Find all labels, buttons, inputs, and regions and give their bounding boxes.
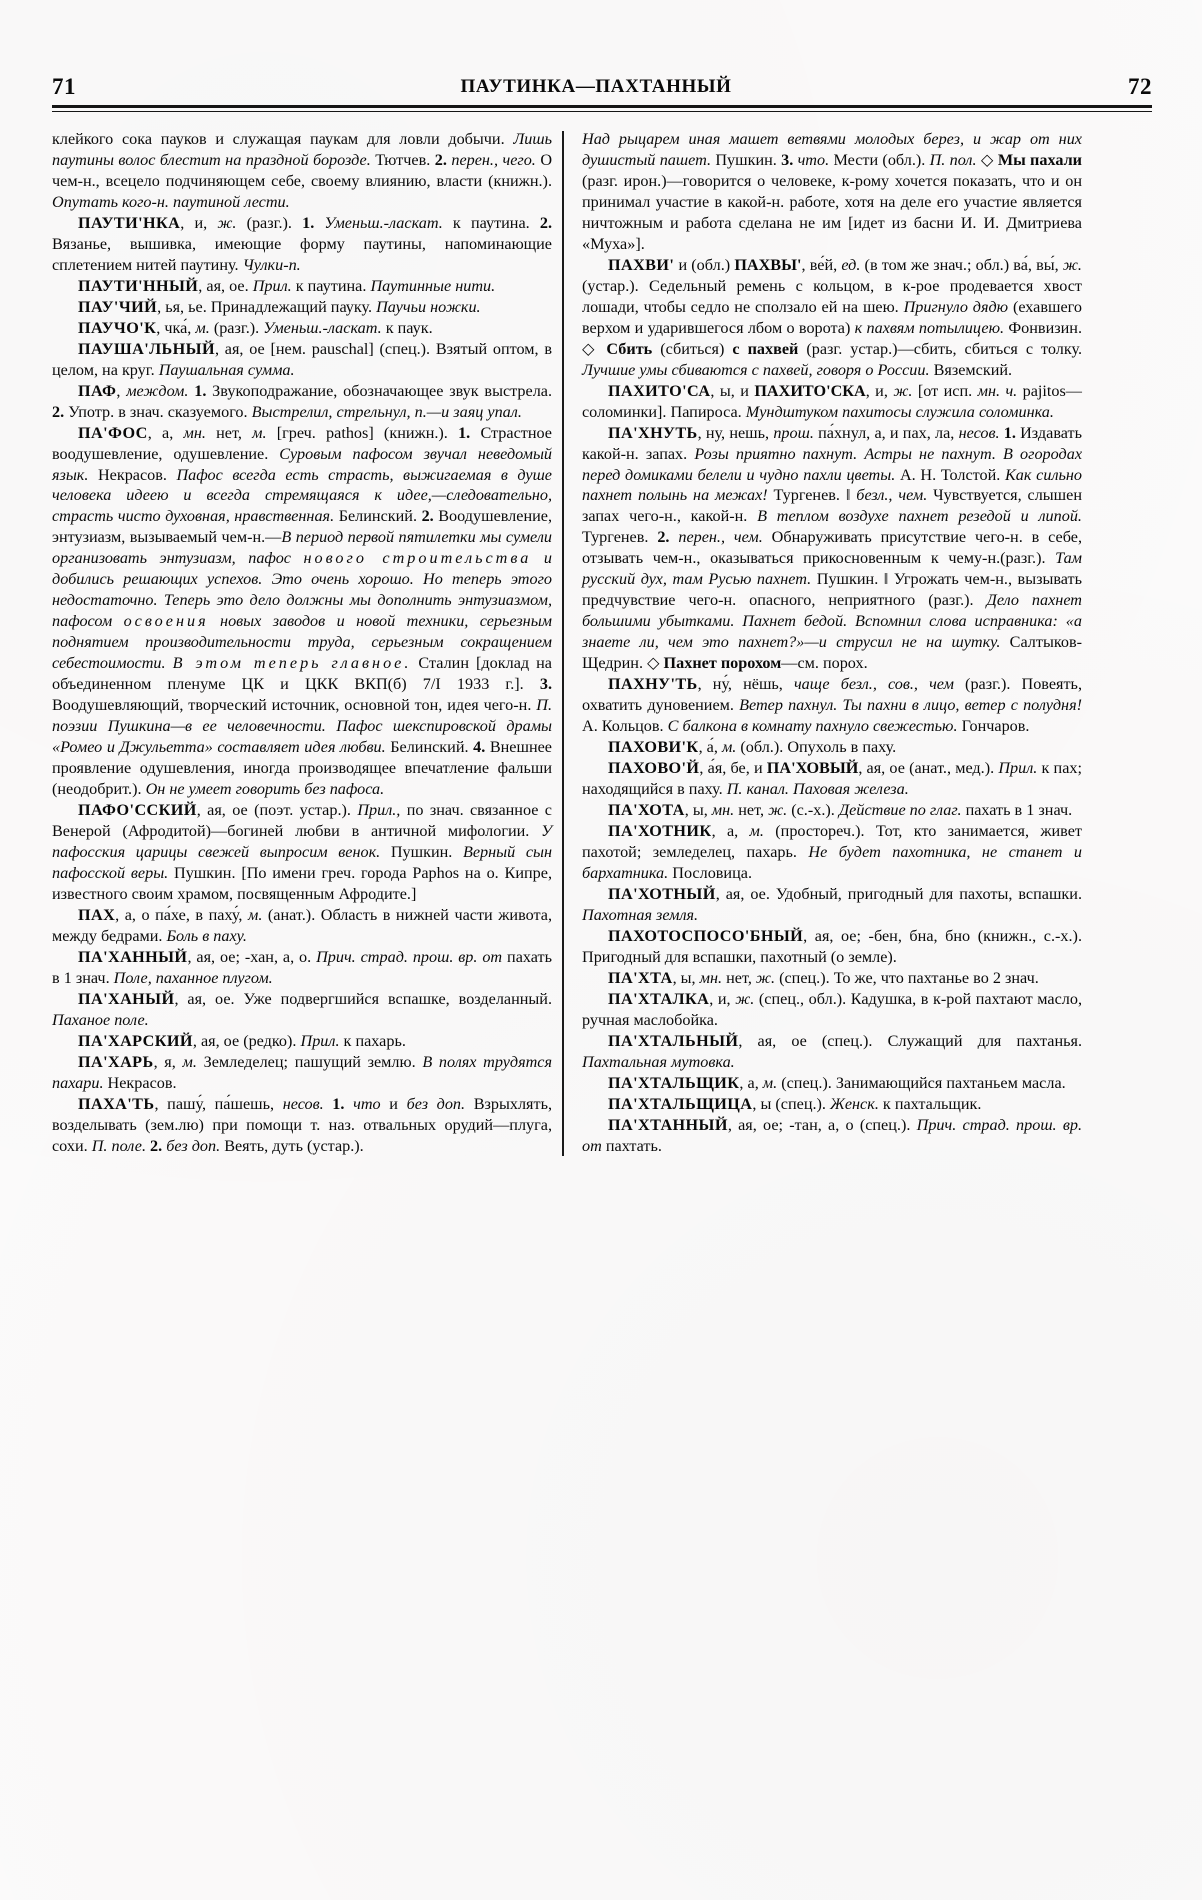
entry-headword: ПАФ [78,381,117,400]
entry-body: , ая, ое; -бен, бна, бно (книжн., с.-х.). Пригодный для вспашки, пахотный (о земле). [582,926,1082,966]
entry-headword: ПА'ХОТА [608,801,685,819]
dictionary-entry [52,276,552,297]
entry-headword: ПАУША'ЛЬНЫЙ [78,339,215,358]
page-content [52,64,1152,1156]
dictionary-entry [52,297,552,318]
dictionary-entry [582,1115,1082,1157]
dictionary-entry [582,989,1082,1031]
entry-body: , и, ж. (спец., обл.). Кадушка, в к-рой пахтают масло, ручная маслобойка. [582,989,1082,1029]
entry-body: , ая, ое; -тан, а, о (спец.). Прич. страд. прош. вр. от пахтать. [582,1115,1082,1155]
entry-body: , ы, мн. нет, ж. (с.-х.). Действие по глаг. пахать в 1 знач. [684,801,1073,819]
entry-headword: ПА'ХНУТЬ [608,423,698,442]
entry-headword: ПА'ХОТНЫЙ [608,884,716,903]
entry-headword: ПАХИТО'СА [608,381,711,400]
entry-body: , ая, ое (спец.). Служащий для пахтанья. Пахтальная мутовка. [582,1031,1082,1071]
entry-body: , а, о па́хе, в паху́, м. (анат.). Область в нижней части живота, между бедрами. Боль в паху. [52,905,552,945]
entry-body: , ну, нешь, прош. па́хнул, а, и пах, ла, несов. 1. Издавать какой-н. запах. Розы приятно пахнут. Астры не пахнут. В огородах перед домиками белели и чудно пахли цветы. А. Н. Толстой. Как сильно пахнет полынь на межах! Тургенев. ‖ безл., чем. Чувствуется, слышен запах чего-н., какой-н. В теплом воздухе пахнет резедой и липой. Тургенев. 2. перен., чем. Обнаруживать присутствие чего-н. в себе, отзывать чем-н., оказываться прикосновенным к чему-н.(разг.). Там русский дух, там Русью пахнет. Пушкин. ‖ Угрожать чем-н., вызывать предчувствие чего-н. опасного, неприятного (разг.). Дело пахнет большими убытками. Пахнет бедой. Вспомнил слова исправника: «а знаете ли, чем это пахнет?»—и струсил не на шутку. Салтыков-Щедрин. ◇ Пахнет порохом—см. порох. [582,423,1082,673]
dictionary-entry [582,423,1082,675]
dictionary-entry [52,1031,552,1052]
entry-headword: ПА'ХТАННЫЙ [608,1115,728,1134]
dictionary-entry [52,339,552,381]
entry-body: , ая, ое. Удобный, пригодный для пахоты, вспашки. Пахотная земля. [582,884,1082,924]
dictionary-entry [52,318,552,339]
entry-body: , чка́, м. (разг.). Уменьш.-ласкат. к паук. [156,318,433,337]
dictionary-entry [52,905,552,947]
dictionary-entry [582,968,1082,989]
entry-headword: ПА'ХТАЛЬЩИК [608,1073,740,1092]
entry-headword: ПАУЧО'К [78,318,157,337]
entry-body: , ая, ое. Уже подвергшийся вспашке, возделанный. Паханое поле. [52,989,552,1029]
entry-body: , ая, ое [нем. pauschal] (спец.). Взятый оптом, в целом, на круг. Паушальная сумма. [52,339,552,379]
entry-headword: ПАУ'ЧИЙ [78,297,158,316]
entry-body: , я, м. Земледелец; пашущий землю. В полях трудятся пахари. Некрасов. [52,1052,552,1092]
entry-body: , ну́, нёшь, чаще безл., сов., чем (разг.). Повеять, охватить дуновением. Ветер пахнул. Ты пахни в лицо, ветер с полудня! А. Кольцов. С балкона в комнату пахнуло свежестью. Гончаров. [582,675,1082,736]
entry-headword: ПАХНУ'ТЬ [608,675,698,694]
entry-body: , ая, ое. Прил. к паутина. Паутинные нити. [198,276,496,295]
entry-body: , ы, мн. нет, ж. (спец.). То же, что пахтанье во 2 знач. [672,968,1039,987]
dictionary-entry [52,800,552,905]
entry-headword: ПА'ХТАЛЬЩИЦА [608,1094,753,1113]
entry-body: , ы, и ПАХИТО'СКА, и, ж. [от исп. мн. ч. pajitos—соломинки]. Папироса. Мундштуком пахитосы служила соломинка. [582,381,1082,421]
entry-body: , а, мн. нет, м. [греч. pathos] (книжн.). 1. Страстное воодушевление, одушевление. Суровым пафосом звучал неведомый язык. Некрасов. Пафос всегда есть страсть, выжигаемая в душе человека идеею и всегда стремящаяся к идее,—следовательно, страсть чисто духовная, нравственная. Белинский. 2. Воодушевление, энтузиазм, вызываемый чем-н.—В период первой пятилетки мы сумели организовать энтузиазм, пафос нового строительства и добились решающих успехов. Это очень хорошо. Но теперь этого недостаточно. Теперь это дело должны мы дополнить энтузиазмом, пафосом освоения новых заводов и новой техники, серьезным поднятием производительности труда, серьезным сокращением себестоимости. В этом теперь главное. Сталин [доклад на объединенном пленуме ЦК и ЦКК ВКП(б) 7/I 1933 г.]. 3. Воодушевляющий, творческий источник, основной тон, идея чего-н. П. поэзии Пушкина—в ее человечности. Пафос шекспировской драмы «Ромео и Джульетта» составляет идея любви. Белинский. 4. Внешнее проявление одушевления, иногда производящее впечатление фальши (неодобрит.). Он не умеет говорить без пафоса. [52,423,553,799]
entry-headword: ПАХОВО'Й [608,759,700,778]
running-head: ПАУТИНКА—ПАХТАННЫЙ [460,76,732,97]
entry-headword: ПА'ХАНЫЙ [78,989,175,1008]
entry-headword: ПА'ХАННЫЙ [78,947,188,966]
entry-headword: ПАФО'ССКИЙ [78,801,197,819]
dictionary-entry [582,674,1082,737]
dictionary-entry [582,1031,1082,1073]
entry-body: , междом. 1. Звукоподражание, обозначающее звук выстрела. 2. Употр. в знач. сказуемого. Выстрелил, стрельнул, п.—и заяц упал. [52,381,552,421]
entry-headword: ПА'ХАРЬ [78,1052,154,1071]
right-column [564,129,1082,1156]
dictionary-entry [582,1094,1082,1115]
dictionary-entry [52,947,552,989]
dictionary-entry [52,381,552,423]
entry-headword: ПАХОВИ'К [608,738,699,757]
dictionary-entry [582,255,1082,381]
entry-headword: ПАУТИ'НКА [78,213,181,232]
entry-headword: ПА'ХТАЛКА [608,989,710,1008]
entry-headword: ПАХ [78,905,116,924]
dictionary-entry [582,884,1082,926]
dictionary-entry [582,926,1082,968]
entry-body: , ы (спец.). Женск. к пахтальщик. [752,1094,982,1113]
entry-headword: ПА'ФОС [78,423,148,442]
entry-body: и (обл.) ПАХВЫ', ве́й, ед. (в том же знач.; обл.) ва́, вы́, ж. (устар.). Седельный ремень с кольцом, в к-рое продевается хвост лошади, чтобы седло не сползало ей на шею. Пригнуло дядю (ехавшего верхом и ударившегося лбом о ворота) к пахвям потылицею. Фонвизин. ◇ Сбить (сбиться) с пахвей (разг. устар.)—сбить, сбиться с толку. Лучшие умы сбиваются с пахвей, говоря о России. Вяземский. [582,255,1083,379]
entry-headword: ПА'ХОТНИК [608,821,712,840]
entry-body: , а́я, бе, и ПА'ХОВЫЙ, ая, ое (анат., мед.). Прил. к пах; находящийся в паху. П. канал. Паховая железа. [582,759,1082,799]
dictionary-entry [582,800,1082,821]
left-column [52,129,562,1156]
column-container [52,129,1152,1156]
dictionary-entry [52,1094,552,1157]
dictionary-entry [582,381,1082,423]
header-rule [52,105,1152,112]
entry-headword: ПАУТИ'ННЫЙ [78,276,199,295]
entry-body: , а́, м. (обл.). Опухоль в паху. [698,738,897,757]
entry-body: , ья, ье. Принадлежащий пауку. Паучьи ножки. [157,297,481,316]
entry-continuation: клейкого сока пауков и служащая паукам для ловли добычи. Лишь паутины волос блестит на праздной борозде. Тютчев. 2. перен., чего. О чем-н., всецело подчиняющем себе, своему влиянию, власти (книжн.). Опутать кого-н. паутиной лести. [52,130,553,211]
entry-body: , а, м. (спец.). Занимающийся пахтаньем масла. [739,1073,1066,1092]
folio-right: 72 [1128,74,1152,99]
entry-body: , ая, ое (поэт. устар.). Прил., по знач. связанное с Венерой (Афродитой)—богиней любви в античной мифологии. У пафосския царицы свежей выпросим венок. Пушкин. Верный сын пафосской веры. Пушкин. [По имени греч. города Paphos на о. Кипре, известного своим храмом, посвященным Афродите.] [52,801,552,903]
page-header [52,64,1152,98]
dictionary-entry [582,758,1082,800]
dictionary-entry [582,1073,1082,1094]
entry-body: , а, м. (простореч.). Тот, кто занимается, живет пахотой; земледелец, пахарь. Не будет пахотника, не станет и бархатника. Пословица. [582,821,1082,882]
dictionary-entry [52,213,552,276]
dictionary-entry [52,423,552,800]
entry-body: , пашу́, па́шешь, несов. 1. что и без доп. Взрыхлять, возделывать (зем.лю) при помощи т. наз. отвальных орудий—плуга, сохи. П. поле. 2. без доп. Веять, дуть (устар.). [52,1094,553,1155]
folio-left: 71 [52,74,76,99]
entry-headword: ПА'ХТА [608,968,673,987]
dictionary-entry [582,821,1082,884]
entry-body: , ая, ое; -хан, а, о. Прич. страд. прош. вр. от пахать в 1 знач. Поле, паханное плугом. [52,947,552,987]
entry-headword: ПА'ХТАЛЬНЫЙ [608,1031,739,1050]
entry-continuation: Над рыцарем иная машет ветвями молодых берез, и жар от них душистый пашет. Пушкин. 3. что. Мести (обл.). П. пол. ◇ Мы пахали (разг. ирон.)—говорится о человеке, к-рому хочется показать, что и он принимал участие в какой-н. работе, хотя на деле его участие является ничтожным и работа сделана не им [идет из басни И. И. Дмитриева «Муха»]. [582,130,1083,253]
entry-headword: ПАХА'ТЬ [78,1094,155,1113]
entry-headword: ПА'ХАРСКИЙ [78,1031,193,1050]
dictionary-entry [52,989,552,1031]
entry-headword: ПАХВИ' [608,255,675,274]
entry-body: , и, ж. (разг.). 1. Уменьш.-ласкат. к паутина. 2. Вязанье, вышивка, имеющие форму паутины, напоминающие сплетением нитей паутину. Чулки-п. [52,213,552,274]
entry-body: , ая, ое (редко). Прил. к пахарь. [192,1031,406,1050]
dictionary-entry [582,737,1082,758]
dictionary-entry [52,1052,552,1094]
entry-headword: ПАХОТОСПОСО'БНЫЙ [608,926,804,945]
